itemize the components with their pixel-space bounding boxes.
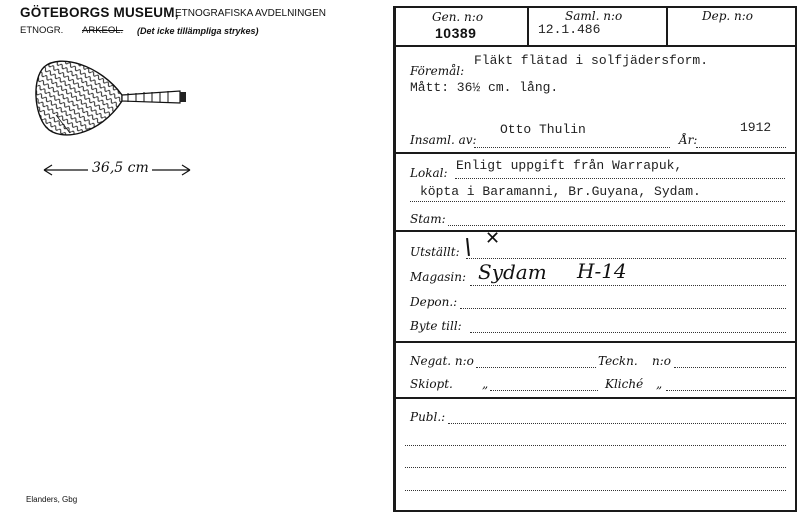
skiopt-label: Skiopt. [410, 377, 453, 391]
teckn-line [674, 367, 786, 368]
lokal-label: Lokal: [410, 166, 448, 180]
divider [527, 6, 529, 46]
card-border-top [393, 6, 797, 8]
magasin-value: Sydam [478, 260, 547, 284]
divider [395, 152, 796, 154]
lokal-line-1: Enligt uppgift från Warrapuk, [456, 158, 683, 173]
card-border-left [393, 6, 396, 512]
magasin-line [470, 285, 786, 286]
stam-label: Stam: [410, 212, 446, 226]
utstallt-mark: ✕ [485, 228, 501, 248]
arkeol-label: ARKEOL. [82, 25, 124, 36]
saml-label: Saml. n:o [565, 9, 623, 23]
insaml-label: Insaml. av: [410, 133, 477, 147]
handwritten-stroke [466, 238, 470, 256]
publ-line [405, 467, 786, 468]
printer-credit: Elanders, Gbg [26, 495, 78, 504]
negat-line [476, 367, 596, 368]
department-name: ETNOGRAFISKA AVDELNINGEN [175, 8, 326, 19]
depon-line [460, 308, 786, 309]
publ-line [448, 423, 786, 424]
kliche-ditto: „ [656, 377, 663, 391]
skiopt-ditto: „ [482, 377, 489, 391]
dep-label: Dep. n:o [702, 9, 754, 23]
matt-line: Mått: 36½ cm. lång. [410, 80, 559, 95]
magasin-shelf: H-14 [577, 259, 627, 283]
divider [666, 6, 668, 46]
negat-label: Negat. n:o [410, 354, 474, 368]
utstallt-label: Utställt: [410, 245, 460, 259]
strike-note: (Det icke tillämpliga strykes) [137, 26, 259, 36]
ar-value: 1912 [740, 120, 772, 135]
insaml-line [474, 147, 670, 148]
teckn-label: Teckn. [598, 354, 638, 368]
gen-number: 10389 [435, 25, 477, 41]
publ-line [405, 445, 786, 446]
skiopt-line [490, 390, 598, 391]
teckn-no-label: n:o [652, 354, 671, 368]
magasin-label: Magasin: [410, 270, 467, 284]
card-border-bottom [393, 510, 797, 512]
card-border-right [795, 6, 797, 512]
insaml-value: Otto Thulin [500, 122, 586, 137]
kliche-line [666, 390, 786, 391]
museum-name: GÖTEBORGS MUSEUM, [20, 5, 179, 20]
lokal-rule-2 [410, 201, 785, 202]
ar-label: År: [679, 133, 698, 147]
kliche-label: Kliché [605, 377, 644, 391]
ar-line [696, 147, 786, 148]
foremal-value: Fläkt flätad i solfjädersform. [474, 53, 709, 68]
depon-label: Depon.: [410, 295, 458, 309]
divider [395, 45, 796, 47]
byte-label: Byte till: [410, 319, 462, 333]
lokal-line-2: köpta i Baramanni, Br.Guyana, Sydam. [420, 184, 701, 199]
gen-label: Gen. n:o [432, 10, 484, 24]
stam-line [448, 225, 785, 226]
byte-line [470, 332, 786, 333]
lokal-rule-1 [455, 178, 785, 179]
divider [395, 341, 796, 343]
saml-number: 12.1.486 [538, 22, 601, 37]
foremal-label: Föremål: [410, 64, 465, 78]
publ-line [405, 490, 786, 491]
etnogr-label: ETNOGR. [20, 25, 64, 36]
fan-sketch [30, 55, 200, 150]
measurement-note: 36,5 cm [92, 160, 149, 176]
divider [395, 397, 796, 399]
publ-label: Publ.: [410, 410, 446, 424]
divider [395, 230, 796, 232]
